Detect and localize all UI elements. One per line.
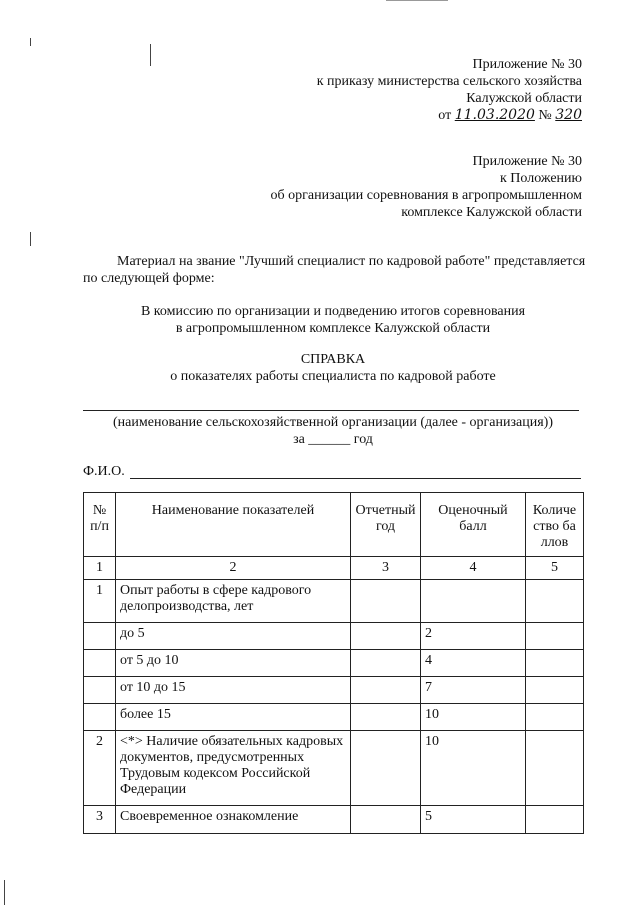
header-cell: Отчетный год [351, 493, 421, 557]
column-number: 3 [351, 557, 421, 580]
row-name: от 10 до 15 [116, 677, 351, 704]
row-name: от 5 до 10 [116, 650, 351, 677]
row-score: 2 [421, 623, 526, 650]
row-count [526, 623, 584, 650]
title-main: СПРАВКА [300, 352, 366, 367]
row-count [526, 677, 584, 704]
row-number [84, 704, 116, 731]
row-year [351, 806, 421, 834]
org-caption-block [83, 414, 583, 448]
header-cell: № п/п [84, 493, 116, 557]
handwritten-number: 320 [555, 107, 582, 123]
row-number: 1 [84, 580, 116, 623]
table-row [84, 650, 584, 677]
appendix-date-line [182, 107, 582, 124]
regulation-appendix: Приложение № 30 [472, 154, 582, 169]
row-name: Опыт работы в сфере кадрового делопроизводства, лет [116, 580, 351, 623]
row-score: 4 [421, 650, 526, 677]
row-count [526, 731, 584, 806]
table-row [84, 731, 584, 806]
row-score: 10 [421, 704, 526, 731]
date-prefix: от [438, 108, 452, 123]
intro-line: по следующей форме: [83, 271, 215, 286]
table-row [84, 677, 584, 704]
row-number [84, 623, 116, 650]
regulation-title: об организации соревнования в агропромышленном [270, 188, 582, 203]
column-number-row [84, 557, 584, 580]
row-count [526, 806, 584, 834]
row-name: до 5 [116, 623, 351, 650]
column-number: 1 [84, 557, 116, 580]
row-number [84, 650, 116, 677]
row-name: <*> Наличие обязательных кадровых документов, предусмотренных Трудовым кодексом Российской Федерации [116, 731, 351, 806]
header-cell: Количество баллов [526, 493, 584, 557]
org-caption: (наименование сельскохозяйственной организации (далее - организация)) [113, 415, 553, 430]
row-count [526, 704, 584, 731]
row-year [351, 677, 421, 704]
row-year [351, 650, 421, 677]
appendix-number: Приложение № 30 [472, 57, 582, 72]
row-name: более 15 [116, 704, 351, 731]
header-cell: Наименование показателей [116, 493, 351, 557]
intro-paragraph [83, 253, 588, 287]
commission-line: В комиссию по организации и подведению итогов соревнования [140, 304, 526, 319]
document-title [83, 351, 583, 385]
fio-label: Ф.И.О. [83, 464, 125, 479]
row-year [351, 731, 421, 806]
column-number: 4 [421, 557, 526, 580]
table-header-row [84, 493, 584, 557]
row-score: 7 [421, 677, 526, 704]
commission-address [83, 303, 583, 337]
scan-mark [4, 880, 5, 905]
row-name: Своевременное ознакомление [116, 806, 351, 834]
row-year [351, 704, 421, 731]
appendix-header [182, 56, 582, 124]
table-row [84, 580, 584, 623]
header-cell: Оценочный балл [421, 493, 526, 557]
year-line: за ______ год [293, 432, 373, 447]
table-row [84, 704, 584, 731]
left-scan-mark [30, 38, 31, 46]
appendix-order: к приказу министерства сельского хозяйства [316, 74, 582, 89]
row-year [351, 580, 421, 623]
row-score [421, 580, 526, 623]
handwritten-date: 11.03.2020 [454, 107, 535, 123]
title-sub: о показателях работы специалиста по кадровой работе [170, 369, 496, 384]
table-row [84, 623, 584, 650]
regulation-region: комплексе Калужской области [401, 205, 582, 220]
row-number: 2 [84, 731, 116, 806]
top-scan-line [386, 0, 448, 1]
row-number: 3 [84, 806, 116, 834]
row-year [351, 623, 421, 650]
row-score: 10 [421, 731, 526, 806]
indicators-table [83, 492, 584, 834]
column-number: 2 [116, 557, 351, 580]
fio-underline [130, 478, 581, 479]
scan-mark [30, 232, 31, 246]
scan-mark [150, 44, 151, 66]
regulation-ref: к Положению [499, 171, 582, 186]
org-name-underline [83, 410, 579, 411]
row-number [84, 677, 116, 704]
column-number: 5 [526, 557, 584, 580]
appendix-region: Калужской области [466, 91, 582, 106]
row-score: 5 [421, 806, 526, 834]
row-count [526, 580, 584, 623]
number-sign: № [538, 108, 552, 123]
commission-line: в агропромышленном комплексе Калужской области [175, 321, 491, 336]
row-count [526, 650, 584, 677]
table-row [84, 806, 584, 834]
regulation-header [162, 153, 582, 221]
intro-line: Материал на звание "Лучший специалист по кадровой работе" представляется [117, 254, 586, 269]
